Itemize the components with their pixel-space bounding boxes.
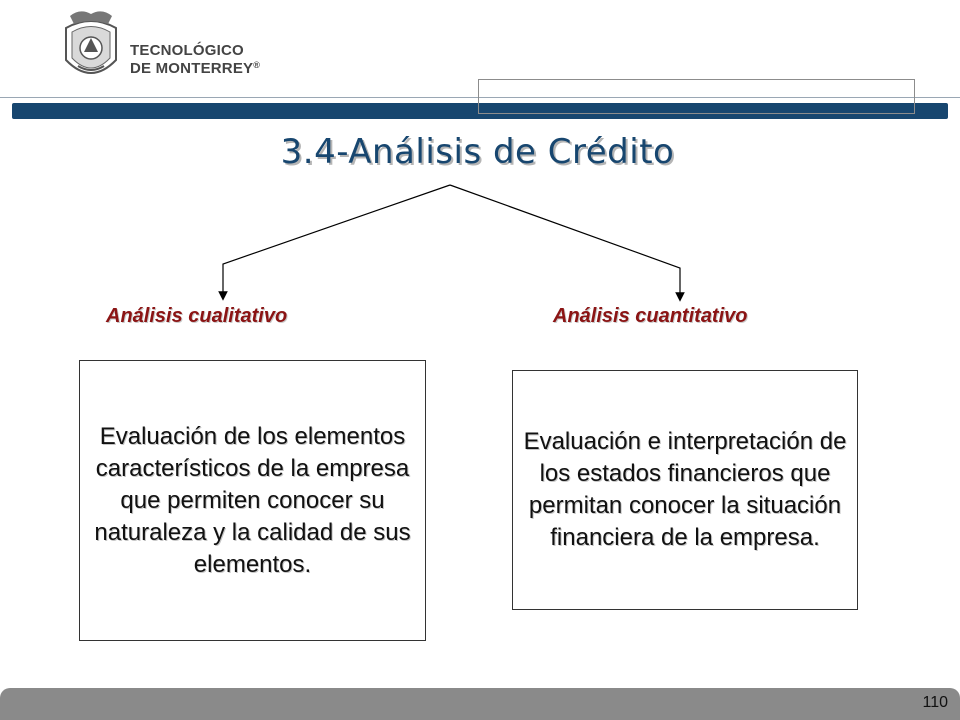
connector-left-line <box>223 185 450 296</box>
quantitative-analysis-label: Análisis cuantitativo <box>553 305 748 327</box>
registered-mark: ® <box>253 60 261 70</box>
slide-title: 3.4-Análisis de Crédito <box>280 132 675 172</box>
qualitative-analysis-label: Análisis cualitativo <box>106 305 288 327</box>
logo-line-2: DE MONTERREY® <box>130 60 261 77</box>
quantitative-description-box <box>512 370 858 610</box>
footer-bar <box>0 688 960 720</box>
quantitative-description-text: Evaluación e interpretación de los estados financieros que permitan conocer la situación financiera de la empresa. <box>523 428 847 551</box>
page-number: 110 <box>922 694 948 711</box>
qualitative-description-text: Evaluación de los elementos característicos de la empresa que permiten conocer su naturaleza y la calidad de sus elementos. <box>94 422 411 578</box>
connector-right-line <box>450 185 680 297</box>
logo-line-1: TECNOLÓGICO <box>130 42 244 59</box>
qualitative-description-box <box>79 360 426 641</box>
